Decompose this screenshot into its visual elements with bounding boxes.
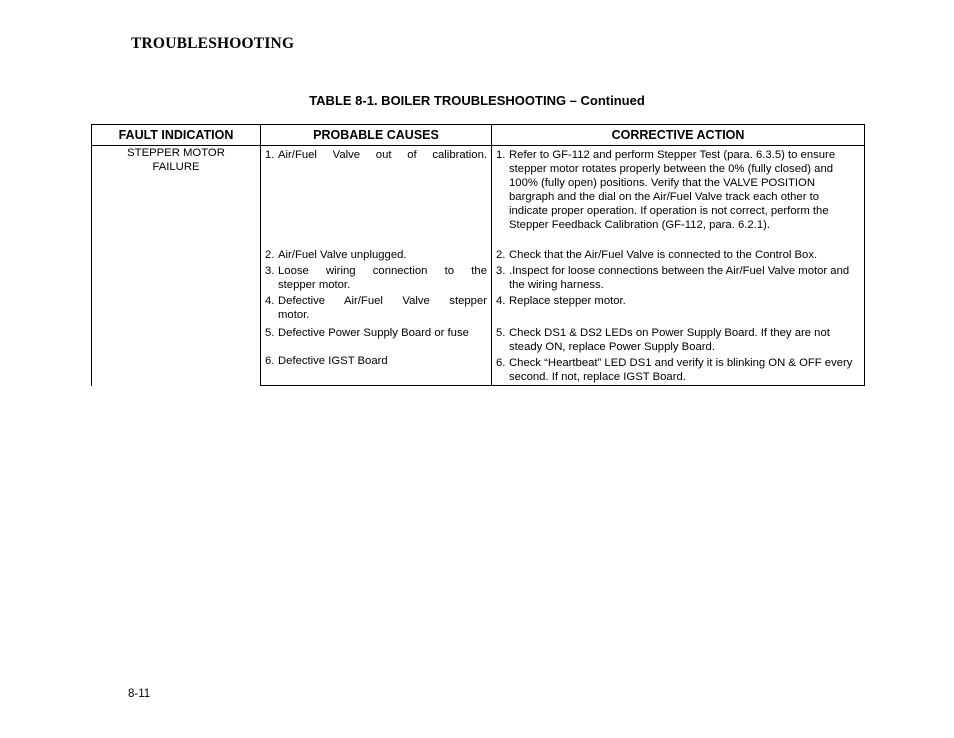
action-number: 1. xyxy=(496,149,506,161)
action-text: Check DS1 & DS2 LEDs on Power Supply Board. If they are not steady ON, replace Power Supply Board. xyxy=(509,327,830,353)
action-number: 4. xyxy=(496,295,506,307)
action-number: 5. xyxy=(496,327,506,339)
action-text: Replace stepper motor. xyxy=(509,295,626,307)
action-cell xyxy=(492,292,865,324)
column-header-causes: PROBABLE CAUSES xyxy=(261,125,492,146)
action-cell xyxy=(492,246,865,262)
cause-cell xyxy=(261,324,492,354)
cause-number: 1. xyxy=(265,149,275,161)
cause-cell xyxy=(261,262,492,292)
table-title: TABLE 8-1. BOILER TROUBLESHOOTING – Continued xyxy=(309,93,645,108)
action-text: Check that the Air/Fuel Valve is connected to the Control Box. xyxy=(509,249,818,261)
action-cell xyxy=(492,262,865,292)
cause-cell xyxy=(261,146,492,247)
section-title: TROUBLESHOOTING xyxy=(131,35,295,52)
action-number: 6. xyxy=(496,357,506,369)
cause-text: Air/Fuel Valve out of calibration. xyxy=(278,149,487,161)
cause-number: 3. xyxy=(265,265,275,277)
action-number: 2. xyxy=(496,249,506,261)
cause-number: 6. xyxy=(265,355,275,367)
action-cell xyxy=(492,354,865,386)
cause-text: Defective Air/Fuel Valve stepper xyxy=(278,295,487,307)
fault-indication-cell xyxy=(92,146,261,386)
cause-text: stepper motor. xyxy=(278,279,351,291)
troubleshooting-table xyxy=(91,124,865,386)
cause-text: Defective IGST Board xyxy=(278,355,388,367)
cause-number: 4. xyxy=(265,295,275,307)
cause-text: Air/Fuel Valve unplugged. xyxy=(278,249,407,261)
action-cell xyxy=(492,146,865,247)
fault-indication-line: FAILURE xyxy=(152,161,200,173)
column-header-action: CORRECTIVE ACTION xyxy=(492,125,865,146)
table-header-row xyxy=(92,125,865,146)
cause-cell xyxy=(261,292,492,324)
page-number: 8-11 xyxy=(128,688,151,700)
action-number: 3. xyxy=(496,265,506,277)
fault-indication-line: STEPPER MOTOR xyxy=(127,147,225,159)
action-text: Refer to GF-112 and perform Stepper Test (para. 6.3.5) to ensure stepper motor rotates properly between the 0% (fully closed) and 100% (fully open) positions. Verify that the VALVE POSITION bargraph and the dial on the Air/Fuel Valve track each other to indicate proper operation. If operation is not correct, perform the Stepper Feedback Calibration (GF-112, para. 6.2.1). xyxy=(509,149,836,231)
action-cell xyxy=(492,324,865,354)
table-row xyxy=(92,146,865,247)
cause-number: 2. xyxy=(265,249,275,261)
cause-text: motor. xyxy=(278,309,310,321)
cause-number: 5. xyxy=(265,327,275,339)
cause-text: Loose wiring connection to the xyxy=(278,265,487,277)
column-header-fault: FAULT INDICATION xyxy=(92,125,261,146)
action-text: Check “Heartbeat” LED DS1 and verify it is blinking ON & OFF every second. If not, replace IGST Board. xyxy=(509,357,853,383)
cause-text: Defective Power Supply Board or fuse xyxy=(278,327,469,339)
cause-cell xyxy=(261,246,492,262)
action-text: .Inspect for loose connections between the Air/Fuel Valve motor and the wiring harness. xyxy=(509,265,850,291)
cause-cell xyxy=(261,354,492,386)
